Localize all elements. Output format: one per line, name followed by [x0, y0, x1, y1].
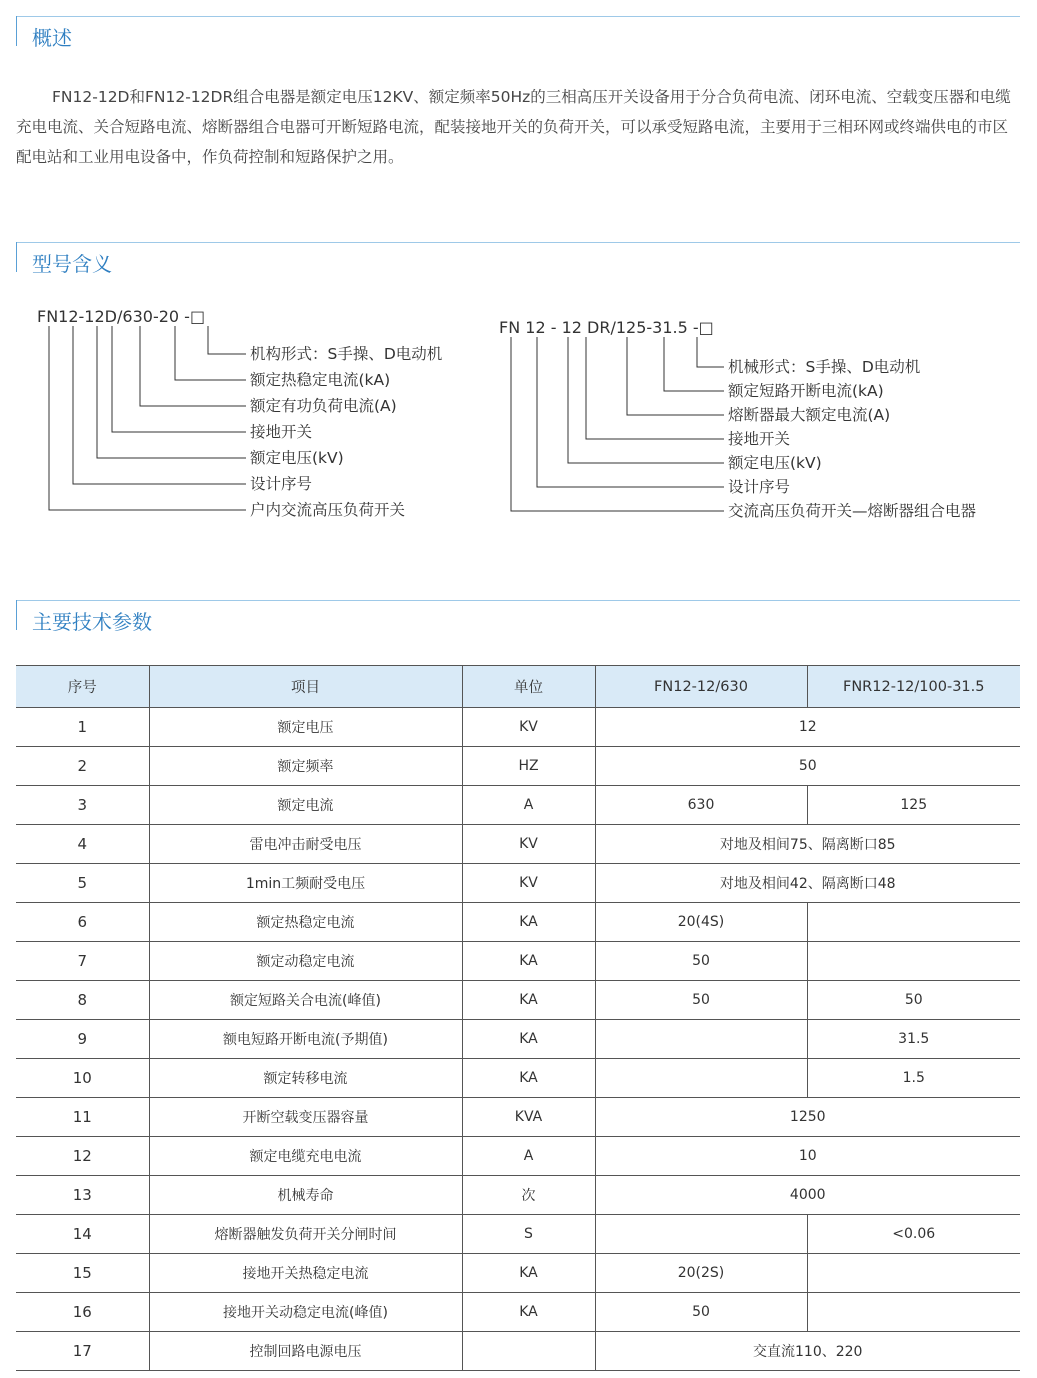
- parameters-table: [16, 665, 1020, 1371]
- section-header-overview: [16, 16, 1020, 50]
- row-value-merged: 交直流110、220: [595, 1332, 1020, 1371]
- model-label: 额定短路开断电流(kA): [728, 382, 884, 400]
- model-label: 额定电压(kV): [728, 454, 822, 472]
- model-code-part: -: [687, 318, 699, 337]
- row-unit: KA: [462, 981, 595, 1020]
- model-code-part: /630: [117, 307, 153, 326]
- header-model-b: FNR12-12/100-31.5: [807, 666, 1020, 708]
- row-value-fnr12: [807, 1293, 1020, 1332]
- row-item: 雷电冲击耐受电压: [149, 825, 462, 864]
- row-value-fnr12: [807, 1254, 1020, 1293]
- accent-bar: [16, 600, 17, 630]
- section-header-model: [16, 242, 1020, 276]
- section-title-model: 型号含义: [32, 252, 112, 276]
- row-value-fnr12: 50: [807, 981, 1020, 1020]
- row-unit: KA: [462, 903, 595, 942]
- row-number: 13: [16, 1176, 149, 1215]
- table-row: [16, 1332, 1020, 1371]
- right-model-code: [499, 318, 714, 337]
- row-value-fn12: 50: [595, 981, 807, 1020]
- row-unit: HZ: [462, 747, 595, 786]
- row-item: 额定电压: [149, 708, 462, 747]
- row-unit: KV: [462, 825, 595, 864]
- row-value-fnr12: [807, 942, 1020, 981]
- row-number: 7: [16, 942, 149, 981]
- model-code-part: DR: [581, 318, 611, 337]
- model-code-part: FN: [37, 307, 59, 326]
- model-code-part: -31.5: [646, 318, 688, 337]
- row-number: 9: [16, 1020, 149, 1059]
- table-row: [16, 903, 1020, 942]
- overview-text: FN12-12D和FN12-12DR组合电器是额定电压12KV、额定频率50Hz的三相高压开关设备用于分合负荷电流、闭环电流、空载变压器和电缆充电电流、关合短路电流、熔断器组合电器可开断短路电流，配装接地开关的负荷开关，可以承受短路电流，主要用于三相环网或终端供电的市区配电站和工业用电设备中，作负荷控制和短路保护之用。: [16, 88, 1011, 166]
- left-model-diagram: [37, 307, 443, 519]
- row-unit: KV: [462, 864, 595, 903]
- row-unit: 次: [462, 1176, 595, 1215]
- leader-line: [112, 326, 246, 432]
- table-row: [16, 1059, 1020, 1098]
- row-number: 2: [16, 747, 149, 786]
- table-row: [16, 1137, 1020, 1176]
- overview-paragraph: [16, 82, 1016, 172]
- model-label: 接地开关: [728, 430, 791, 448]
- divider: [16, 16, 1020, 17]
- row-value-fnr12: 1.5: [807, 1059, 1020, 1098]
- row-value-fnr12: 31.5: [807, 1020, 1020, 1059]
- section-title-overview: 概述: [32, 26, 72, 50]
- row-item: 控制回路电源电压: [149, 1332, 462, 1371]
- leader-line: [627, 337, 724, 415]
- left-model-code: [37, 307, 205, 326]
- row-value-fnr12: [807, 903, 1020, 942]
- section-title-params: 主要技术参数: [32, 610, 152, 634]
- model-label: 设计序号: [728, 478, 791, 496]
- row-number: 11: [16, 1098, 149, 1137]
- leader-line: [140, 326, 246, 406]
- row-item: 额定动稳定电流: [149, 942, 462, 981]
- header-no: 序号: [16, 666, 149, 708]
- table-row: [16, 1020, 1020, 1059]
- model-label: 交流高压负荷开关—熔断器组合电器: [728, 502, 977, 520]
- row-value-fn12: 50: [595, 942, 807, 981]
- row-value-fn12: 50: [595, 1293, 807, 1332]
- model-label: 户内交流高压负荷开关: [250, 501, 406, 519]
- divider: [16, 242, 1020, 243]
- leader-line: [208, 326, 246, 354]
- row-number: 17: [16, 1332, 149, 1371]
- model-label: 机构形式：S手操、D电动机: [250, 345, 443, 363]
- row-number: 6: [16, 903, 149, 942]
- row-value-fn12: [595, 1059, 807, 1098]
- row-item: 额定短路关合电流(峰值): [149, 981, 462, 1020]
- row-unit: KA: [462, 1254, 595, 1293]
- table-header-row: [16, 666, 1020, 708]
- model-code-part: D: [104, 307, 117, 326]
- table-row: [16, 864, 1020, 903]
- row-number: 5: [16, 864, 149, 903]
- row-value-fn12: 630: [595, 786, 807, 825]
- model-label: 设计序号: [250, 475, 313, 493]
- model-code-part: 12: [556, 318, 582, 337]
- row-value-fnr12: 125: [807, 786, 1020, 825]
- row-unit: KA: [462, 1020, 595, 1059]
- row-item: 额定电缆充电电流: [149, 1137, 462, 1176]
- row-value-fn12: [595, 1020, 807, 1059]
- leader-line: [568, 337, 724, 463]
- row-unit: KA: [462, 942, 595, 981]
- model-label: 额定有功负荷电流(A): [250, 397, 397, 415]
- table-row: [16, 786, 1020, 825]
- section-header-params: [16, 600, 1020, 634]
- row-number: 8: [16, 981, 149, 1020]
- leader-line: [49, 326, 246, 510]
- row-value-fnr12: <0.06: [807, 1215, 1020, 1254]
- model-code-part: FN: [499, 318, 521, 337]
- row-value-merged: 12: [595, 708, 1020, 747]
- row-number: 15: [16, 1254, 149, 1293]
- row-value-merged: 10: [595, 1137, 1020, 1176]
- leader-line: [664, 337, 724, 391]
- model-code-part: -: [179, 307, 190, 326]
- row-unit: [462, 1332, 595, 1371]
- row-value-merged: 50: [595, 747, 1020, 786]
- model-label: 额定热稳定电流(kA): [250, 371, 391, 389]
- row-unit: A: [462, 786, 595, 825]
- model-code-part: □: [698, 318, 714, 337]
- model-code-part: 12: [58, 307, 79, 326]
- row-unit: KA: [462, 1059, 595, 1098]
- row-value-fn12: [595, 1215, 807, 1254]
- row-number: 3: [16, 786, 149, 825]
- model-code-part: 12: [520, 318, 546, 337]
- row-item: 开断空载变压器容量: [149, 1098, 462, 1137]
- table-row: [16, 1176, 1020, 1215]
- leader-line: [537, 337, 724, 487]
- model-label: 额定电压(kV): [250, 449, 344, 467]
- leader-line: [73, 326, 246, 484]
- row-number: 12: [16, 1137, 149, 1176]
- table-row: [16, 708, 1020, 747]
- row-item: 熔断器触发负荷开关分闸时间: [149, 1215, 462, 1254]
- row-item: 额定频率: [149, 747, 462, 786]
- model-code-part: -20: [152, 307, 180, 326]
- leader-line: [175, 326, 246, 380]
- row-number: 14: [16, 1215, 149, 1254]
- row-unit: A: [462, 1137, 595, 1176]
- row-value-merged: 对地及相间75、隔离断口85: [595, 825, 1020, 864]
- model-code-part: /125: [610, 318, 647, 337]
- table-row: [16, 981, 1020, 1020]
- row-item: 额电短路开断电流(予期值): [149, 1020, 462, 1059]
- table-row: [16, 1254, 1020, 1293]
- model-code-part: -: [545, 318, 557, 337]
- model-label: 机械形式：S手操、D电动机: [728, 358, 921, 376]
- accent-bar: [16, 242, 17, 272]
- row-number: 1: [16, 708, 149, 747]
- row-value-merged: 4000: [595, 1176, 1020, 1215]
- row-value-fn12: 20(2S): [595, 1254, 807, 1293]
- row-unit: KVA: [462, 1098, 595, 1137]
- row-value-merged: 对地及相间42、隔离断口48: [595, 864, 1020, 903]
- accent-bar: [16, 16, 17, 46]
- row-item: 额定电流: [149, 786, 462, 825]
- row-item: 机械寿命: [149, 1176, 462, 1215]
- table-row: [16, 1098, 1020, 1137]
- row-unit: S: [462, 1215, 595, 1254]
- row-item: 1min工频耐受电压: [149, 864, 462, 903]
- row-item: 额定热稳定电流: [149, 903, 462, 942]
- leader-line: [511, 337, 724, 511]
- table-row: [16, 825, 1020, 864]
- model-label: 接地开关: [250, 423, 313, 441]
- table-row: [16, 1215, 1020, 1254]
- row-number: 16: [16, 1293, 149, 1332]
- header-model-a: FN12-12/630: [595, 666, 807, 708]
- table-row: [16, 942, 1020, 981]
- divider: [16, 600, 1020, 601]
- row-item: 接地开关热稳定电流: [149, 1254, 462, 1293]
- model-code-part: -12: [78, 307, 105, 326]
- row-number: 4: [16, 825, 149, 864]
- table-row: [16, 747, 1020, 786]
- row-item: 额定转移电流: [149, 1059, 462, 1098]
- header-item: 项目: [149, 666, 462, 708]
- row-unit: KV: [462, 708, 595, 747]
- header-unit: 单位: [462, 666, 595, 708]
- model-code-part: □: [189, 307, 206, 326]
- row-value-fn12: 20(4S): [595, 903, 807, 942]
- table-row: [16, 1293, 1020, 1332]
- row-item: 接地开关动稳定电流(峰值): [149, 1293, 462, 1332]
- model-label: 熔断器最大额定电流(A): [728, 406, 891, 424]
- leader-line: [97, 326, 246, 458]
- leader-line: [586, 337, 724, 439]
- row-number: 10: [16, 1059, 149, 1098]
- row-value-merged: 1250: [595, 1098, 1020, 1137]
- right-model-diagram: [499, 318, 977, 520]
- leader-line: [697, 337, 724, 367]
- row-unit: KA: [462, 1293, 595, 1332]
